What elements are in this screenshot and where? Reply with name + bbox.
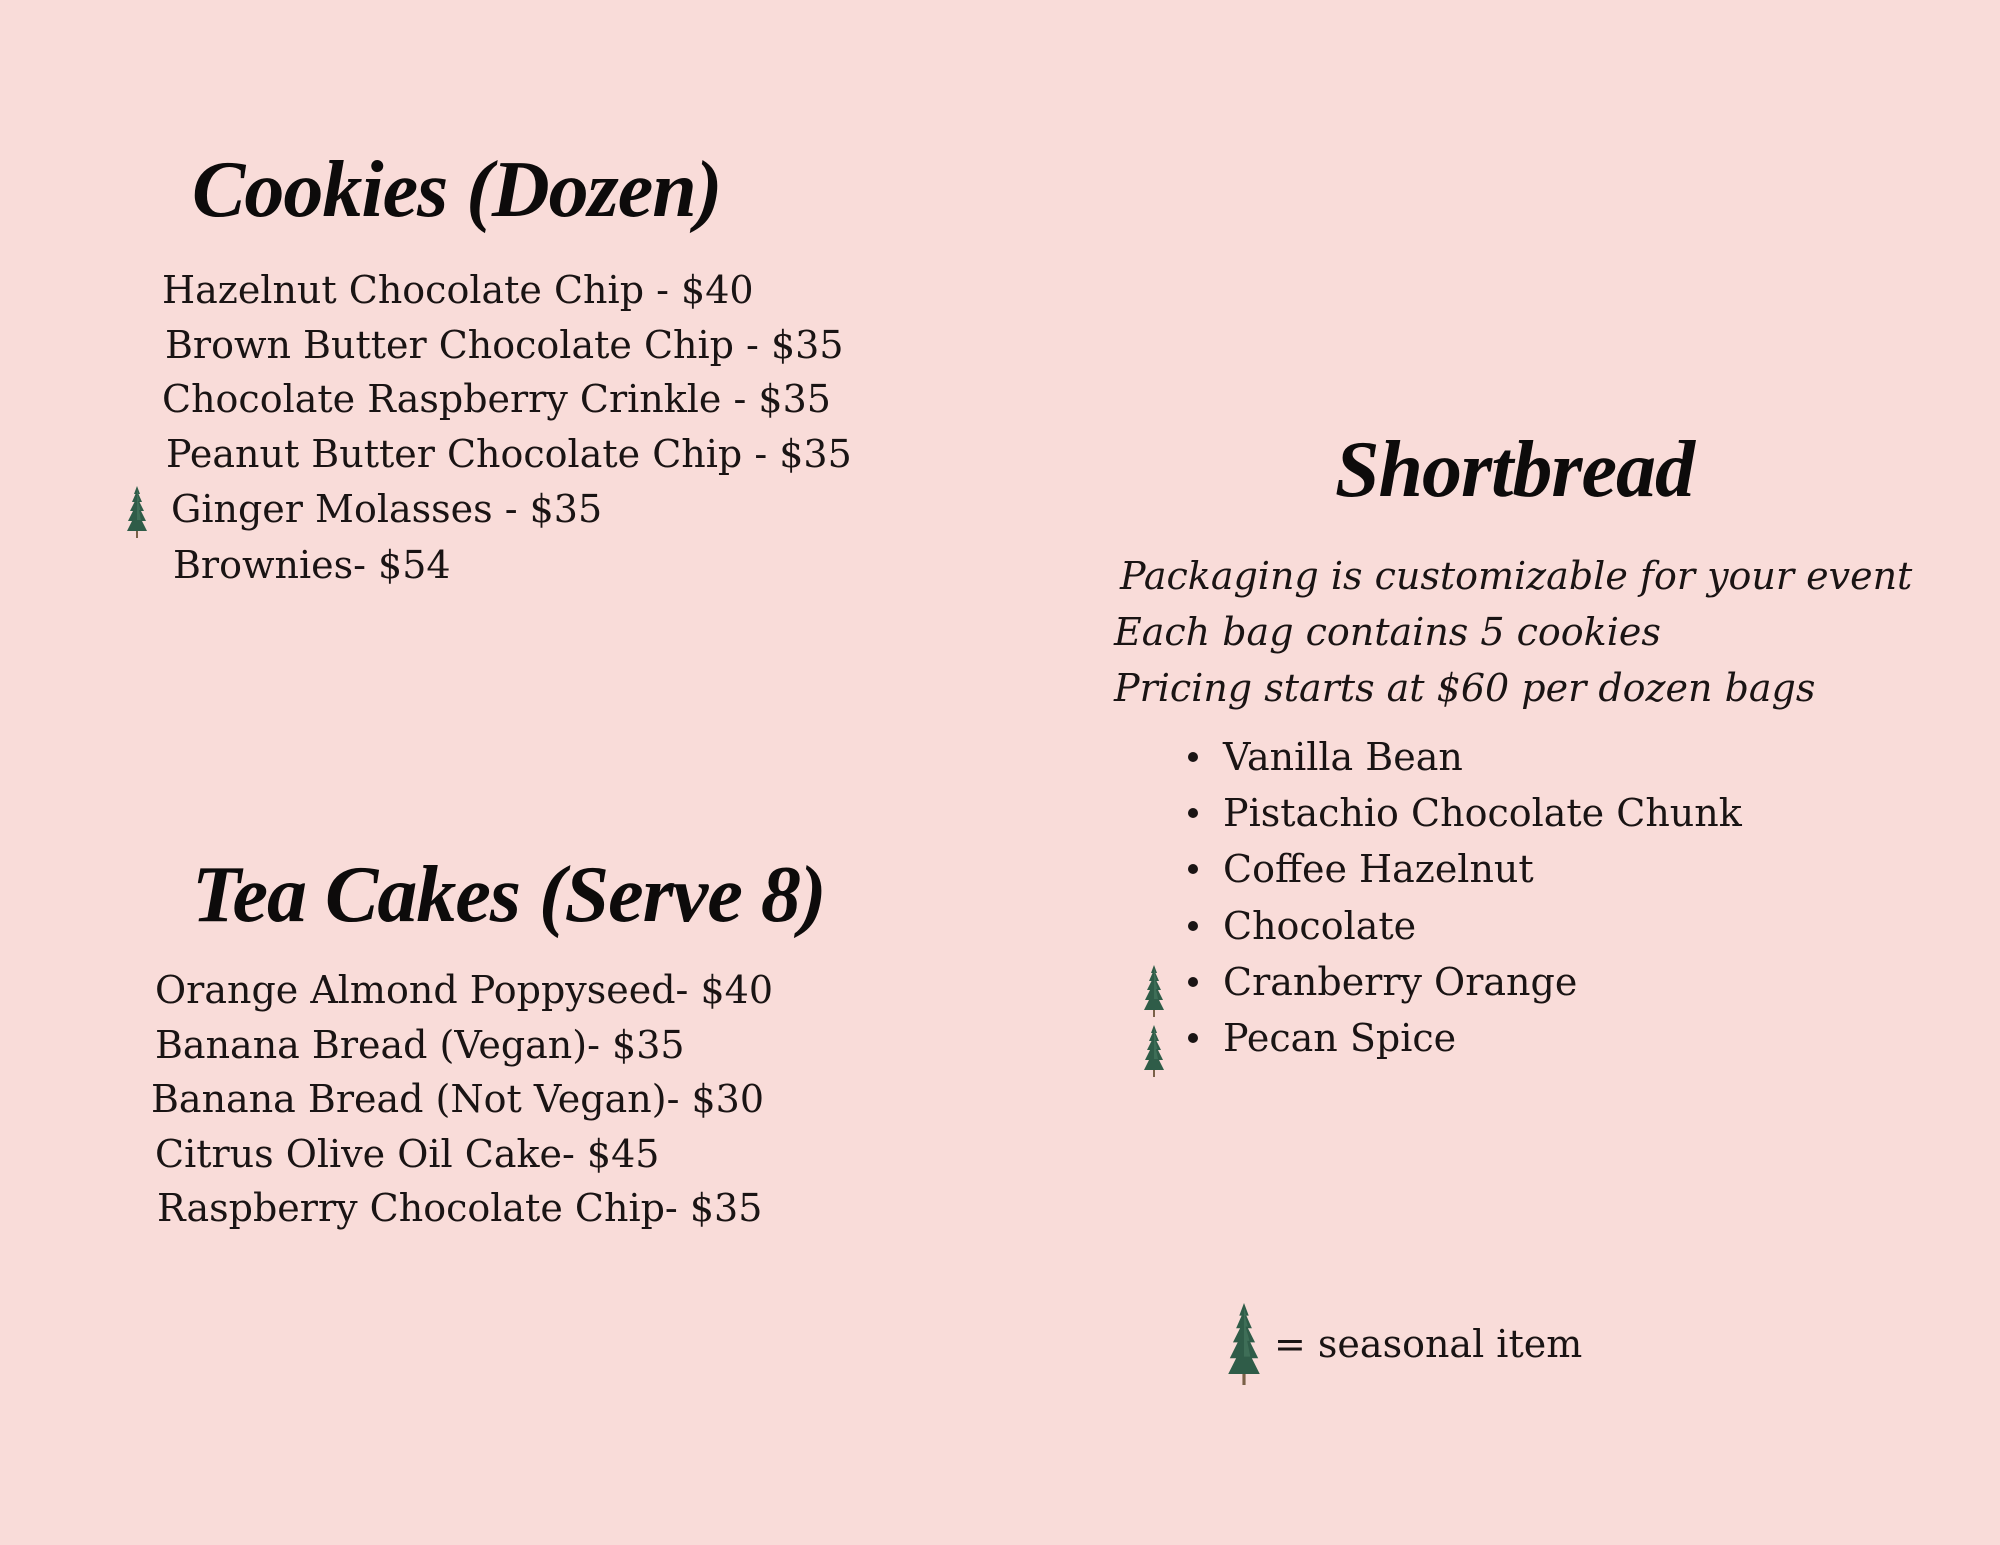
tea-cake-item: Banana Bread (Not Vegan)- $30	[151, 1077, 765, 1121]
tea-cakes-heading: Tea Cakes (Serve 8)	[192, 851, 826, 939]
pine-tree-icon	[1144, 965, 1164, 1017]
flavor-item: Pecan Spice	[1223, 1016, 1457, 1060]
shortbread-note: Packaging is customizable for your event	[1120, 554, 1913, 598]
bullet-dot	[1188, 752, 1198, 762]
flavor-item: Cranberry Orange	[1223, 960, 1578, 1004]
tea-cake-item: Banana Bread (Vegan)- $35	[155, 1023, 685, 1067]
pine-tree-icon	[1228, 1303, 1260, 1385]
bullet-dot	[1188, 808, 1198, 818]
cookie-item: Brownies- $54	[173, 543, 451, 587]
bullet-dot	[1188, 977, 1198, 987]
bullet-dot	[1188, 864, 1198, 874]
shortbread-heading: Shortbread	[1335, 426, 1694, 514]
cookie-item: Brown Butter Chocolate Chip - $35	[165, 323, 844, 367]
bullet-dot	[1188, 1033, 1198, 1043]
flavor-item: Coffee Hazelnut	[1223, 847, 1534, 891]
pine-tree-icon	[1144, 1025, 1164, 1077]
cookie-item: Chocolate Raspberry Crinkle - $35	[162, 377, 831, 421]
flavor-item: Chocolate	[1223, 904, 1417, 948]
tea-cake-item: Citrus Olive Oil Cake- $45	[155, 1132, 660, 1176]
shortbread-note: Pricing starts at $60 per dozen bags	[1114, 666, 1816, 710]
flavor-item: Vanilla Bean	[1223, 735, 1463, 779]
flavor-item: Pistachio Chocolate Chunk	[1223, 791, 1742, 835]
shortbread-note: Each bag contains 5 cookies	[1114, 610, 1661, 654]
tea-cake-item: Orange Almond Poppyseed- $40	[155, 968, 774, 1012]
cookies-heading: Cookies (Dozen)	[192, 146, 722, 234]
bullet-dot	[1188, 921, 1198, 931]
cookie-item: Peanut Butter Chocolate Chip - $35	[166, 432, 852, 476]
tea-cake-item: Raspberry Chocolate Chip- $35	[157, 1186, 763, 1230]
cookie-item: Hazelnut Chocolate Chip - $40	[162, 268, 754, 312]
cookie-item: Ginger Molasses - $35	[171, 487, 603, 531]
legend-text: = seasonal item	[1274, 1322, 1583, 1366]
pine-tree-icon	[127, 486, 147, 538]
